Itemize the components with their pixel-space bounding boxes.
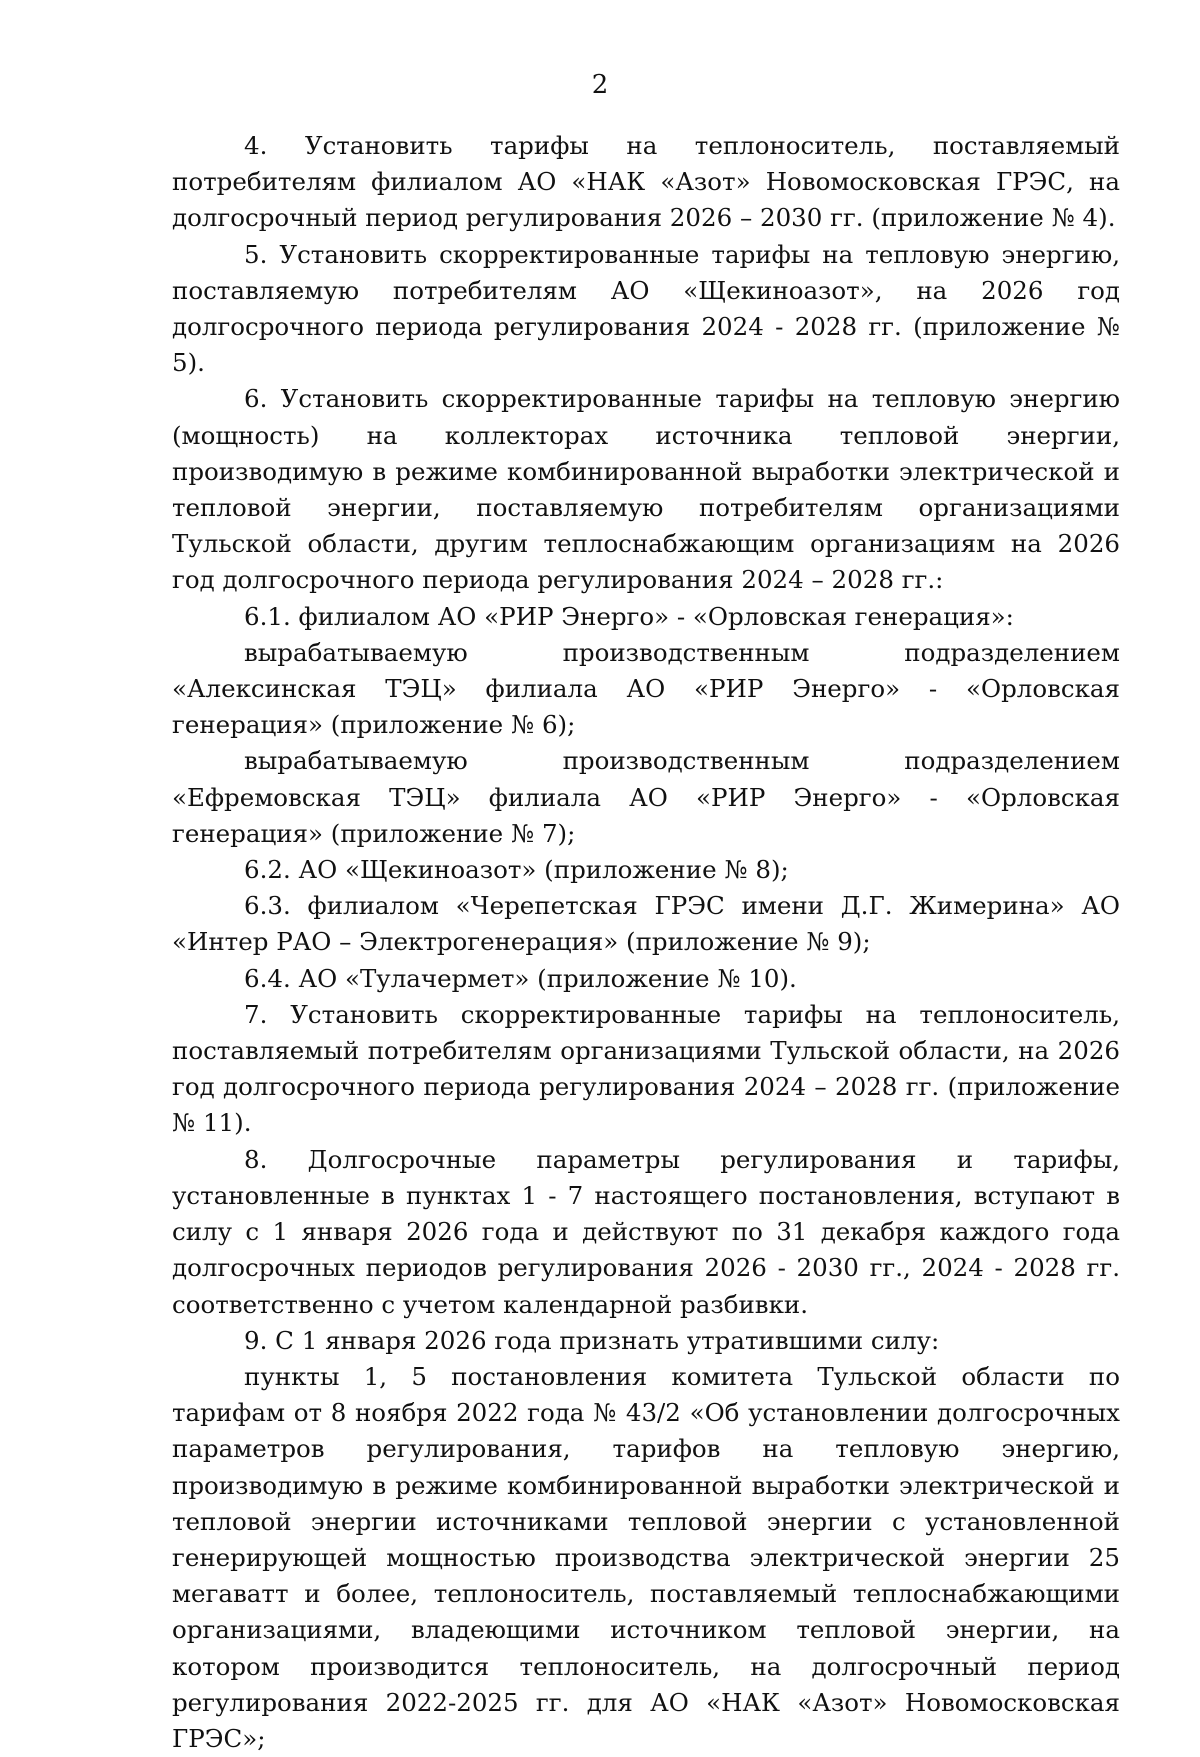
paragraph-6-3: 6.3. филиалом «Черепетская ГРЭС имени Д.Г. Жимерина» АО «Интер РАО – Электрогенерация» (приложение № 9);: [172, 891, 1120, 957]
document-body: [172, 128, 1120, 1757]
paragraph-6-2: 6.2. АО «Щекиноазот» (приложение № 8);: [244, 855, 789, 885]
paragraph-4: 4. Установить тарифы на теплоноситель, поставляемый потребителям филиалом АО «НАК «Азот» Новомосковская ГРЭС, на долгосрочный период регулирования 2026 – 2030 гг. (приложение № 4).: [172, 131, 1120, 233]
paragraph-6-1: 6.1. филиалом АО «РИР Энерго» - «Орловская генерация»:: [244, 601, 1014, 631]
paragraph-9: 9. С 1 января 2026 года признать утратившими силу:: [244, 1325, 940, 1355]
paragraph-6-1-aleksinskaya: вырабатываемую производственным подразделением «Алексинская ТЭЦ» филиала АО «РИР Энерго» - «Орловская генерация» (приложение № 6);: [172, 637, 1120, 740]
paragraph-8: 8. Долгосрочные параметры регулирования и тарифы, установленные в пунктах 1 - 7 настоящего постановления, вступают в силу с 1 января 2026 года и действуют по 31 декабря каждого года долгосрочных периодов регулирования 2026 - 2030 гг., 2024 - 2028 гг. соответственно с учетом календарной разбивки.: [172, 1144, 1120, 1319]
paragraph-6-1-efremovskaya: вырабатываемую производственным подразделением «Ефремовская ТЭЦ» филиала АО «РИР Энерго» - «Орловская генерация» (приложение № 7);: [172, 746, 1120, 848]
paragraph-6-4: 6.4. АО «Тулачермет» (приложение № 10).: [244, 963, 797, 993]
paragraph-6: 6. Установить скорректированные тарифы на тепловую энергию (мощность) на коллекторах источника тепловой энергии, производимую в режиме комбинированной выработки электрической и тепловой энергии, поставляемую потребителям организациями Тульской области, другим теплоснабжающим организациям на 2026 год долгосрочного периода регулирования 2024 – 2028 гг.:: [172, 384, 1120, 595]
paragraph-7: 7. Установить скорректированные тарифы на теплоноситель, поставляемый потребителям организациями Тульской области, на 2026 год долгосрочного периода регулирования 2024 – 2028 гг. (приложение № 11).: [172, 999, 1120, 1138]
page-number: 2: [591, 70, 609, 100]
paragraph-9-item: пункты 1, 5 постановления комитета Тульской области по тарифам от 8 ноября 2022 года № 43/2 «Об установлении долгосрочных параметров регулирования, тарифов на тепловую энергию, производимую в режиме комбинированной выработки электрической и тепловой энергии источниками тепловой энергии с установленной генерирующей мощностью производства электрической энергии 25 мегаватт и более, теплоноситель, поставляемый теплоснабжающими организациями, владеющими источником тепловой энергии, на котором производится теплоноситель, на долгосрочный период регулирования 2022-2025 гг. для АО «НАК «Азот» Новомосковская ГРЭС»;: [172, 1361, 1120, 1753]
paragraph-5: 5. Установить скорректированные тарифы на тепловую энергию, поставляемую потребителям АО «Щекиноазот», на 2026 год долгосрочного периода регулирования 2024 - 2028 гг. (приложение № 5).: [172, 239, 1120, 378]
